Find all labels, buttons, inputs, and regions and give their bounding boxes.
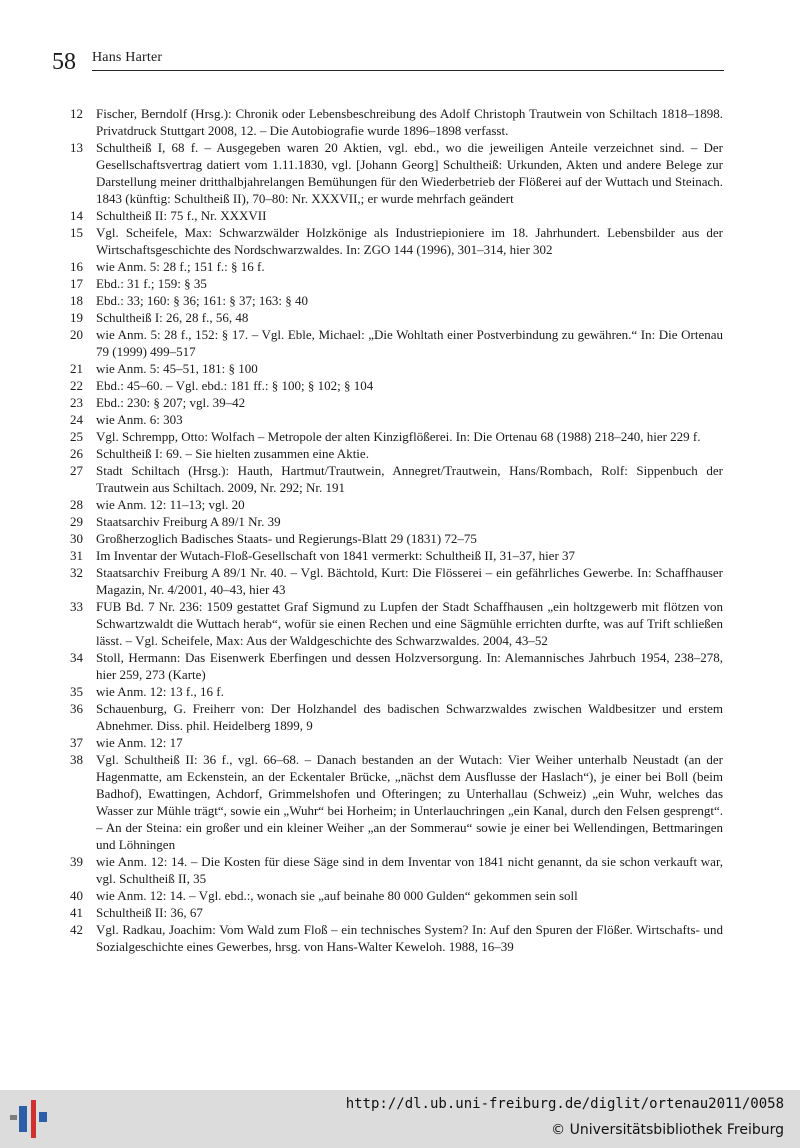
footnote-number: 40 — [70, 888, 83, 903]
footnote-number: 27 — [70, 463, 83, 478]
footnote-item — [70, 275, 723, 292]
footnote-text: wie Anm. 12: 11–13; vgl. 20 — [96, 497, 245, 512]
footnote-number: 42 — [70, 922, 83, 937]
footnote-item — [70, 513, 723, 530]
footnote-text: Schultheiß II: 36, 67 — [96, 905, 203, 920]
footnote-item — [70, 598, 723, 649]
footnote-item — [70, 853, 723, 887]
footnote-item — [70, 496, 723, 513]
footnote-item — [70, 360, 723, 377]
source-url[interactable]: http://dl.ub.uni-freiburg.de/diglit/ortenau2011/0058 — [345, 1096, 784, 1112]
footnote-item — [70, 462, 723, 496]
footnote-number: 28 — [70, 497, 83, 512]
footnote-text: wie Anm. 12: 17 — [96, 735, 183, 750]
footnote-item — [70, 292, 723, 309]
footnote-text: Vgl. Schultheiß II: 36 f., vgl. 66–68. – Danach bestanden an der Wutach: Vier Weiher unterhalb Neustadt (an der Hagenmatte, am Eckenstein, an der Eckentaler Brücke, „nächst dem Ausflusse der Haslach“), je einer bei Boll (beim Badhof), Ewattingen, Achdorf, Grimmelshofen und Ofteringen; zu Unterhallau (Schweiz) „ein Wuhr, welches das Wasser zur Mühle trägt“, sowie ein „Wuhr“ bei Horheim; in Unterlauchringen „ein Kanal, durch den Felsen gesprengt“. – An der Steina: ein großer und ein kleiner Weiher „an der Sommerau“ sowie je einer bei Wellendingen, Bettmaringen und Löhningen — [96, 752, 723, 852]
footnote-number: 17 — [70, 276, 83, 291]
running-head: Hans Harter — [92, 50, 163, 65]
footnote-text: Stadt Schiltach (Hrsg.): Hauth, Hartmut/Trautwein, Annegret/Trautwein, Hans/Rombach, Rolf: Sippenbuch der Trautwein aus Schiltach. 2009, Nr. 292; Nr. 191 — [96, 463, 723, 495]
footnote-number: 14 — [70, 208, 83, 223]
footnote-number: 19 — [70, 310, 83, 325]
footnote-text: Schultheiß II: 75 f., Nr. XXXVII — [96, 208, 267, 223]
footnote-text: Staatsarchiv Freiburg A 89/1 Nr. 40. – Vgl. Bächtold, Kurt: Die Flösserei – ein gefährliches Gewerbe. In: Schaffhauser Magazin, Nr. 4/2001, 40–43, hier 43 — [96, 565, 723, 597]
page-header — [52, 48, 724, 75]
footnote-item — [70, 105, 723, 139]
footnote-text: wie Anm. 6: 303 — [96, 412, 183, 427]
footnote-number: 38 — [70, 752, 83, 767]
footnote-list — [70, 105, 723, 955]
footnote-number: 39 — [70, 854, 83, 869]
footnote-item — [70, 734, 723, 751]
footnote-item — [70, 377, 723, 394]
footnote-text: Schauenburg, G. Freiherr von: Der Holzhandel des badischen Schwarzwaldes zwischen Waldbesitzer und erstem Abnehmer. Diss. phil. Heidelberg 1899, 9 — [96, 701, 723, 733]
footnote-text: Großherzoglich Badisches Staats- und Regierungs-Blatt 29 (1831) 72–75 — [96, 531, 477, 546]
footnote-item — [70, 139, 723, 207]
ub-freiburg-logo-icon — [10, 1098, 50, 1140]
footnote-item — [70, 411, 723, 428]
footnote-item — [70, 700, 723, 734]
footnote-text: Schultheiß I, 68 f. – Ausgegeben waren 20 Aktien, vgl. ebd., wo die jeweiligen Anteile verzeichnet sind. – Der Gesellschaftsvertrag datiert vom 1.11.1830, vgl. [Johann Georg] Schultheiß: Urkunden, Akten und andere Belege zur Darstellung meiner dritthalbjahrelangen Bemühungen für den Wiederbetrieb der Flößerei auf der Wuttach und Steinach. 1843 (künftig: Schultheiß II), 70–80: Nr. XXXVII,; er wurde mehrfach geändert — [96, 140, 723, 206]
footnote-text: Ebd.: 33; 160: § 36; 161: § 37; 163: § 40 — [96, 293, 308, 308]
footnote-item — [70, 564, 723, 598]
footnote-item — [70, 207, 723, 224]
footnote-number: 29 — [70, 514, 83, 529]
footnote-number: 21 — [70, 361, 83, 376]
footnote-item — [70, 904, 723, 921]
footnote-number: 32 — [70, 565, 83, 580]
footnote-item — [70, 445, 723, 462]
header-rule — [92, 70, 724, 71]
footnote-text: Im Inventar der Wutach-Floß-Gesellschaft von 1841 vermerkt: Schultheiß II, 31–37, hier 37 — [96, 548, 576, 563]
footnote-item — [70, 394, 723, 411]
footnote-text: Vgl. Radkau, Joachim: Vom Wald zum Floß – ein technisches System? In: Auf den Spuren der Flößer. Wirtschafts- und Sozialgeschichte eines Gewerbes, hrsg. von Hans-Walter Keweloh. 1988, 16–39 — [96, 922, 723, 954]
footnote-number: 24 — [70, 412, 83, 427]
footnote-item — [70, 258, 723, 275]
footnote-text: wie Anm. 12: 13 f., 16 f. — [96, 684, 224, 699]
footnote-number: 36 — [70, 701, 83, 716]
footnote-number: 31 — [70, 548, 83, 563]
footnote-text: Staatsarchiv Freiburg A 89/1 Nr. 39 — [96, 514, 281, 529]
footnote-text: wie Anm. 12: 14. – Die Kosten für diese Säge sind in dem Inventar von 1841 nicht genannt, da sie schon verkauft war, vgl. Schultheiß II, 35 — [96, 854, 723, 886]
footnote-number: 22 — [70, 378, 83, 393]
footnote-text: wie Anm. 5: 45–51, 181: § 100 — [96, 361, 258, 376]
footnote-text: Schultheiß I: 69. – Sie hielten zusammen eine Aktie. — [96, 446, 369, 461]
footnote-number: 30 — [70, 531, 83, 546]
footnote-number: 23 — [70, 395, 83, 410]
footnote-text: wie Anm. 5: 28 f.; 151 f.: § 16 f. — [96, 259, 265, 274]
footnote-item — [70, 530, 723, 547]
footnote-number: 35 — [70, 684, 83, 699]
footnote-number: 15 — [70, 225, 83, 240]
footnote-number: 12 — [70, 106, 83, 121]
footnote-number: 37 — [70, 735, 83, 750]
footnote-text: wie Anm. 5: 28 f., 152: § 17. – Vgl. Eble, Michael: „Die Wohltath einer Postverbindung zu gewähren.“ In: Die Ortenau 79 (1999) 499–517 — [96, 327, 723, 359]
footnote-item — [70, 751, 723, 853]
footnote-number: 33 — [70, 599, 83, 614]
footnote-item — [70, 887, 723, 904]
footnote-number: 34 — [70, 650, 83, 665]
footnote-number: 13 — [70, 140, 83, 155]
footnote-text: wie Anm. 12: 14. – Vgl. ebd.:, wonach sie „auf beinahe 80 000 Gulden“ gekommen sein soll — [96, 888, 578, 903]
footnote-text: Fischer, Berndolf (Hrsg.): Chronik oder Lebensbeschreibung des Adolf Christoph Trautwein von Schiltach 1818–1898. Privatdruck Stuttgart 2008, 12. – Die Autobiografie wurde 1896–1898 verfasst. — [96, 106, 723, 138]
page-number: 58 — [52, 49, 76, 75]
footnote-item — [70, 683, 723, 700]
footnote-item — [70, 224, 723, 258]
footnote-item — [70, 428, 723, 445]
footnote-text: Vgl. Schrempp, Otto: Wolfach – Metropole der alten Kinzigflößerei. In: Die Ortenau 68 (1988) 218–240, hier 229 f. — [96, 429, 701, 444]
footnote-text: Vgl. Scheifele, Max: Schwarzwälder Holzkönige als Industriepioniere im 18. Jahrhundert. Lebensbilder aus der Wirtschaftsgeschichte des Nordschwarzwaldes. In: ZGO 144 (1996), 301–314, hier 302 — [96, 225, 723, 257]
footnote-text: Stoll, Hermann: Das Eisenwerk Eberfingen und dessen Holzversorgung. In: Alemannisches Jahrbuch 1954, 238–278, hier 259, 273 (Karte) — [96, 650, 723, 682]
footnote-text: Ebd.: 31 f.; 159: § 35 — [96, 276, 207, 291]
footnote-number: 16 — [70, 259, 83, 274]
footnote-number: 20 — [70, 327, 83, 342]
footnote-text: FUB Bd. 7 Nr. 236: 1509 gestattet Graf Sigmund zu Lupfen der Stadt Schaffhausen „ein holtzgewerb mit flötzen von Schwartzwaldt die Wuttach herab“, wofür sie einen Rechen und eine Sägmühle errichten durfte, was auf Trift schließen lässt. – Vgl. Scheifele, Max: Aus der Waldgeschichte des Schwarzwaldes. 2004, 43–52 — [96, 599, 723, 648]
footer-bar — [0, 1090, 800, 1148]
footnote-text: Ebd.: 230: § 207; vgl. 39–42 — [96, 395, 246, 410]
footnote-text: Schultheiß I: 26, 28 f., 56, 48 — [96, 310, 249, 325]
footnote-item — [70, 649, 723, 683]
footnote-number: 41 — [70, 905, 83, 920]
footnote-number: 26 — [70, 446, 83, 461]
footnote-number: 25 — [70, 429, 83, 444]
footnote-item — [70, 547, 723, 564]
footnote-item — [70, 309, 723, 326]
footnote-text: Ebd.: 45–60. – Vgl. ebd.: 181 ff.: § 100; § 102; § 104 — [96, 378, 374, 393]
footnote-number: 18 — [70, 293, 83, 308]
footnote-item — [70, 326, 723, 360]
footnote-item — [70, 921, 723, 955]
copyright-notice: © Universitätsbibliothek Freiburg — [551, 1122, 784, 1138]
